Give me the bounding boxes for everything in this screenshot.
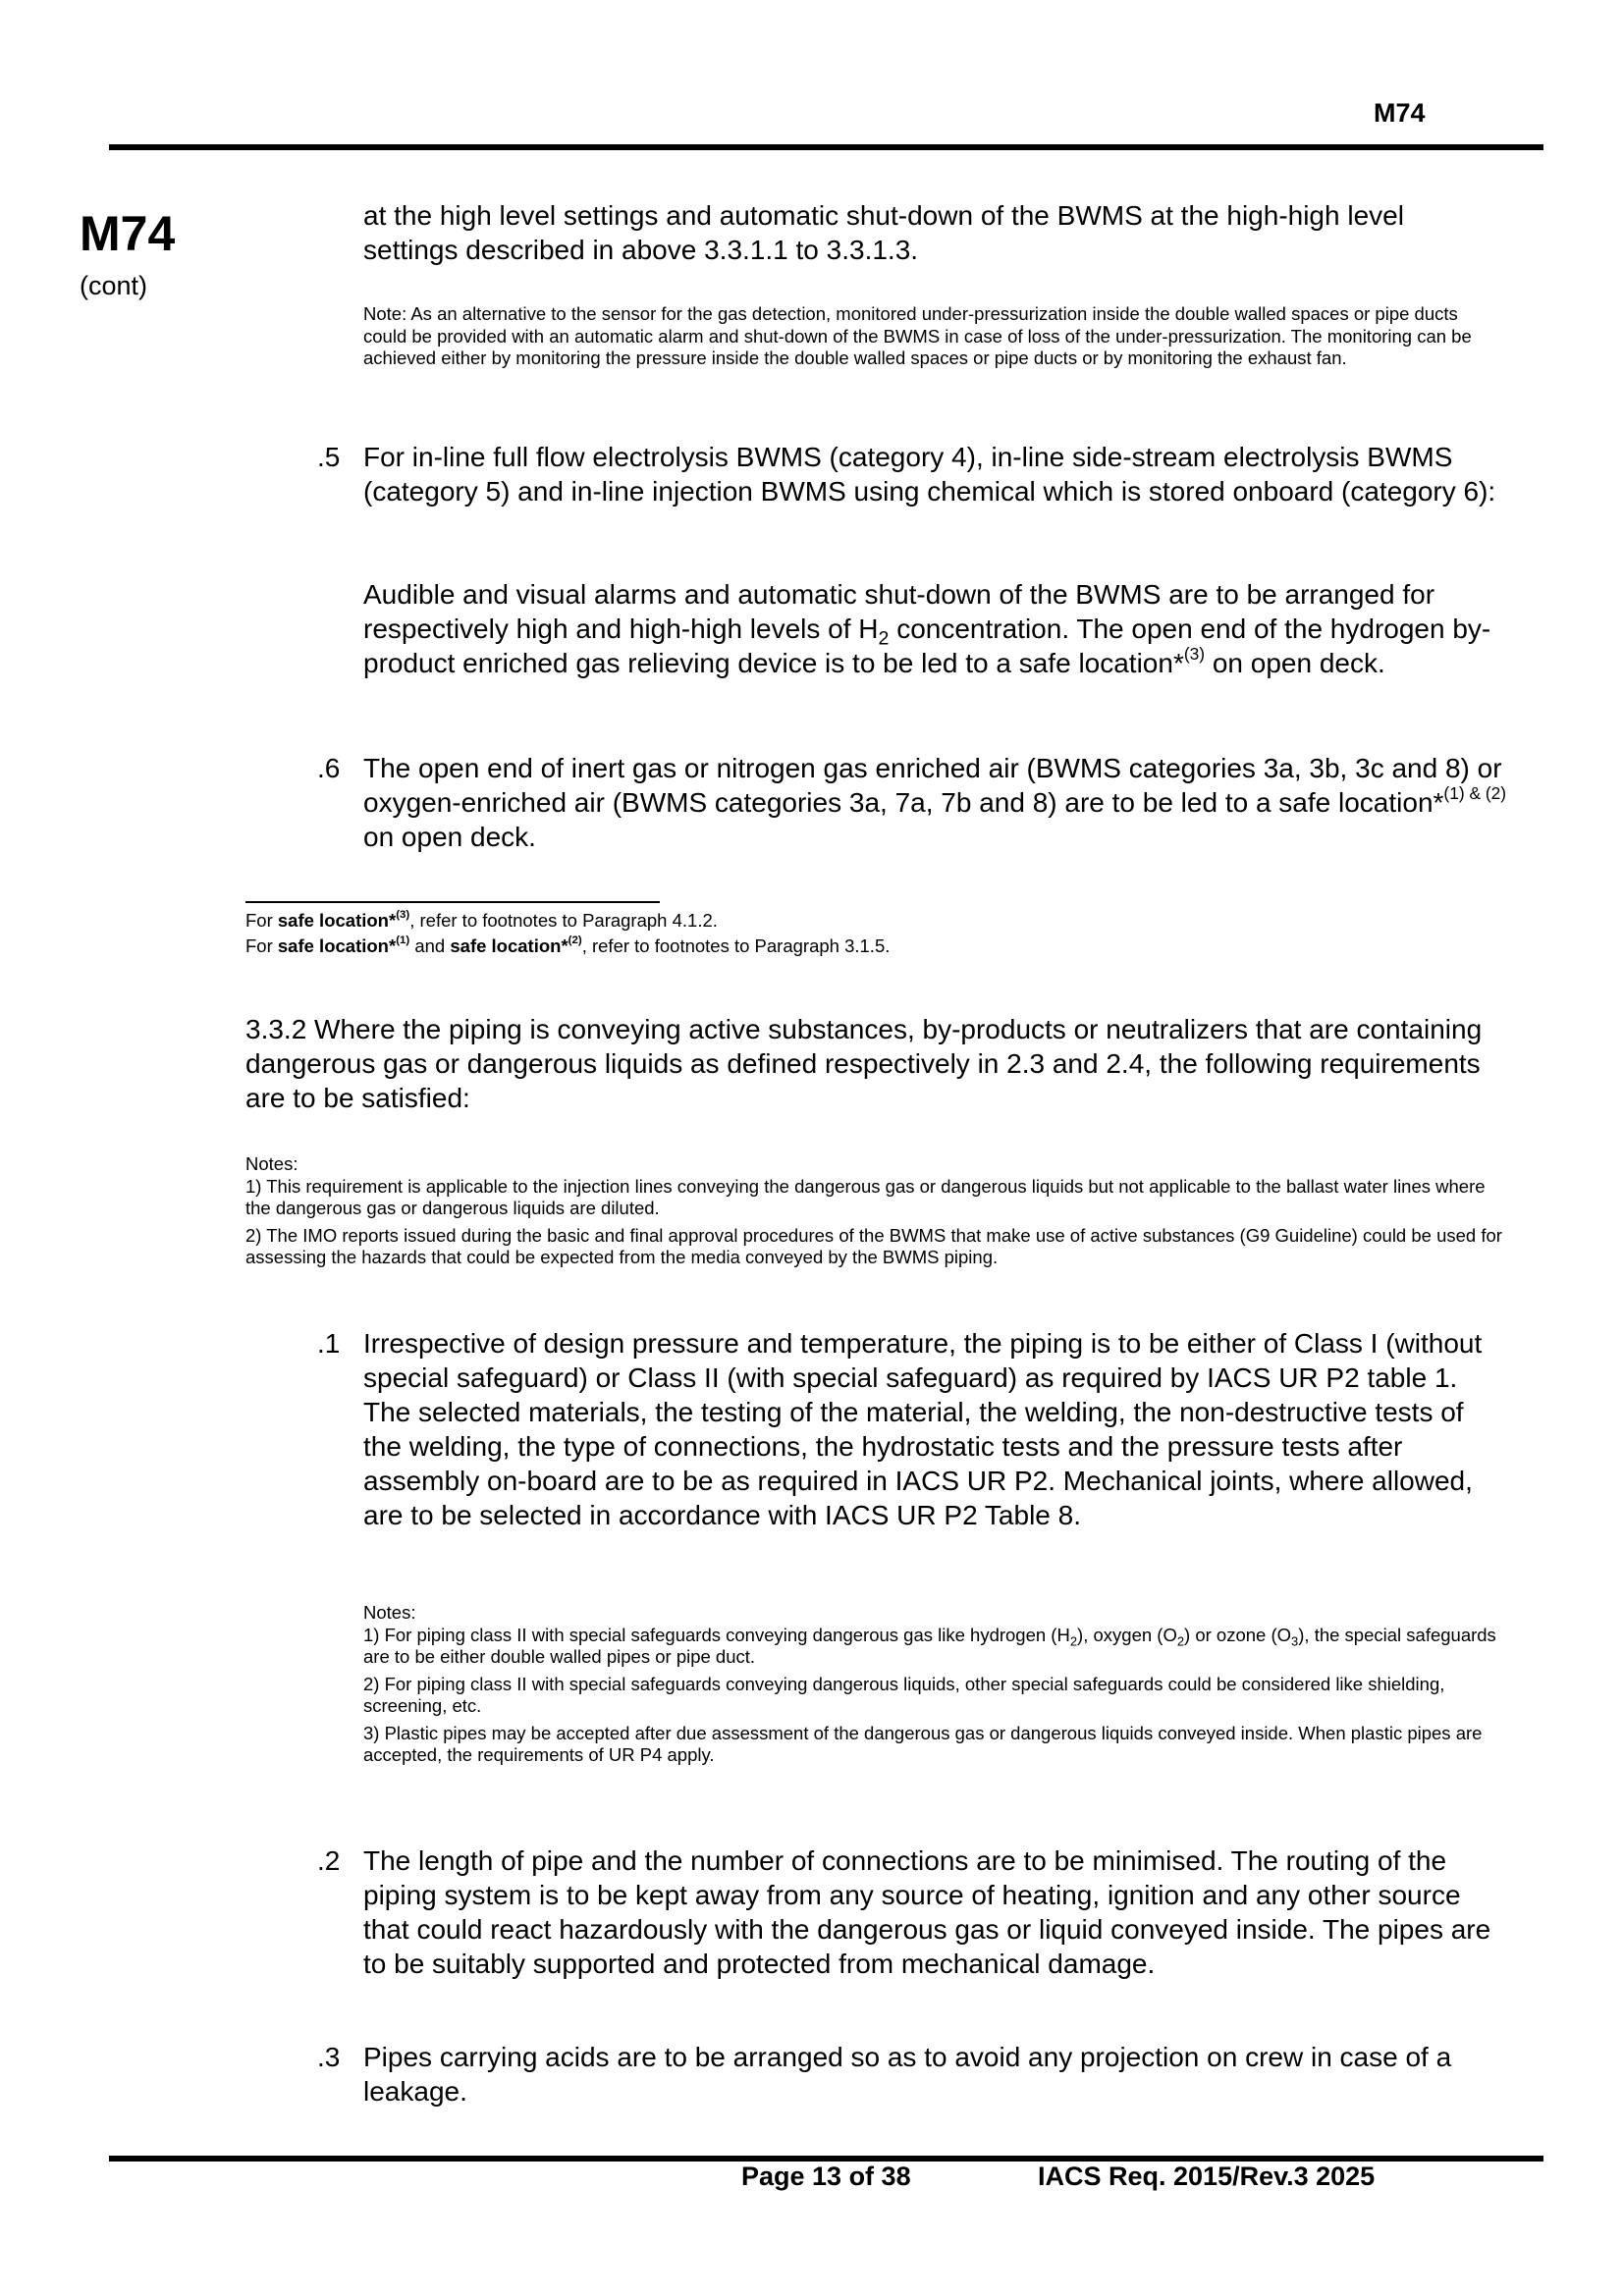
note-subscript: 2 — [1069, 1633, 1078, 1649]
item-6-part: The open end of inert gas or nitrogen gas enriched air (BWMS categories 3a, 3b, 3c and 8) or oxygen-enriched air (BWMS categories 3a, 7a, 7b and 8) are to be led to a safe location* — [363, 753, 1502, 818]
note-1 — [363, 1625, 1502, 1669]
footnote-superscript: (3) — [396, 909, 410, 922]
note-subscript: 2 — [1176, 1633, 1185, 1649]
item-2-number: .2 — [317, 1845, 341, 1876]
footnote-term: safe location* — [277, 935, 397, 956]
item-5-paragraph-2 — [363, 577, 1517, 680]
footer-page-number: Page 13 of 38 — [741, 2162, 911, 2191]
item-5 — [317, 440, 1515, 508]
section-3-3-2: 3.3.2 Where the piping is conveying active substances, by-products or neutralizers that are containing dangerous gas or dangerous liquids as defined respectively in 2.3 and 2.4, the following requirements are to be satisfied: — [245, 1014, 1483, 1113]
item-1 — [317, 1326, 1515, 1532]
footnote-1 — [245, 910, 1424, 933]
section-3-3-2-notes — [245, 1153, 1502, 1274]
item-6-superscript: (1) & (2) — [1443, 783, 1507, 804]
note-2: 2) For piping class II with special safeguards conveying dangerous liquids, other special safeguards could be considered like shielding, screening, etc. — [363, 1673, 1445, 1716]
item-5-p2-part: Audible and visual alarms and automatic shut-down of the BWMS are to be arranged for respectively high and high-high levels of H — [363, 579, 1435, 644]
header-rule — [109, 144, 1543, 150]
item-6-number: .6 — [317, 753, 341, 783]
gas-detection-note: Note: As an alternative to the sensor for the gas detection, monitored under-pressurization inside the double walled spaces or pipe ducts could be provided with an automatic alarm and shut-down of the BWMS in case of loss of the under-pressurization. The monitoring can be achieved either by monitoring the pressure inside the double walled spaces or pipe ducts or by monitoring the exhaust fan. — [363, 303, 1472, 368]
item-6-part: on open deck. — [363, 822, 536, 852]
note-part: ) or ozone (O — [1184, 1624, 1292, 1645]
item-1-notes — [363, 1602, 1502, 1772]
footnote-term: safe location* — [277, 910, 397, 931]
item-1-text: Irrespective of design pressure and temperature, the piping is to be either of Class I (without special safeguard) or Class II (with special safeguard) as required by IACS UR P2 table 1. The selected materials, the testing of the material, the welding, the non-destructive tests of the welding, the type of connections, the hydrostatic tests and the pressure tests after assembly on-board are to be as required in IACS UR P2. Mechanical joints, where allowed, are to be selected in accordance with IACS UR P2 Table 8. — [363, 1328, 1483, 1530]
note-part: ), the special safeguards are to be either double walled pipes or pipe duct. — [363, 1624, 1496, 1667]
item-5-p2-superscript: (3) — [1183, 644, 1206, 665]
footnote-text: For — [245, 935, 278, 956]
intro-paragraph: at the high level settings and automatic shut-down of the BWMS at the high-high level settings described in above 3.3.1.1 to 3.3.1.3. — [363, 200, 1404, 265]
item-6-text — [363, 751, 1515, 854]
item-2 — [317, 1843, 1515, 1981]
item-5-number: .5 — [317, 442, 341, 472]
note-3: 3) Plastic pipes may be accepted after due assessment of the dangerous gas or dangerous liquids conveyed inside. When plastic pipes are accepted, the requirements of UR P4 apply. — [363, 1722, 1483, 1765]
note-part: ), oxygen (O — [1077, 1624, 1177, 1645]
note-part: 1) For piping class II with special safeguards conveying dangerous gas like hydrogen (H — [363, 1624, 1070, 1645]
item-3 — [317, 2040, 1515, 2109]
footnote-superscript: (2) — [568, 934, 582, 947]
footer-doc-reference: IACS Req. 2015/Rev.3 2025 — [1038, 2162, 1376, 2191]
item-3-text: Pipes carrying acids are to be arranged so as to avoid any projection on crew in case of a leakage. — [363, 2042, 1452, 2107]
footnote-text: , refer to footnotes to Paragraph 4.1.2. — [409, 910, 718, 931]
item-5-text: For in-line full flow electrolysis BWMS (category 4), in-line side-stream electrolysis BWMS (category 5) and in-line injection BWMS using chemical which is stored onboard (category 6): — [363, 442, 1496, 507]
note-1: 1) This requirement is applicable to the injection lines conveying the dangerous gas or dangerous liquids but not applicable to the ballast water lines where the dangerous gas or dangerous liquids are diluted. — [245, 1175, 1486, 1218]
note-2: 2) The IMO reports issued during the basic and final approval procedures of the BWMS that make use of active substances (G9 Guideline) could be used for assessing the hazards that could be expected from the media conveyed by the BWMS piping. — [245, 1224, 1502, 1267]
item-3-number: .3 — [317, 2042, 341, 2072]
item-1-number: .1 — [317, 1328, 341, 1359]
item-5-p2-part: on open deck. — [1205, 648, 1385, 678]
footnote-text: , refer to footnotes to Paragraph 3.1.5. — [581, 935, 891, 956]
item-6 — [317, 751, 1515, 854]
header-doc-code: M74 — [1374, 98, 1426, 128]
note-subscript: 3 — [1291, 1633, 1299, 1649]
footnote-text: For — [245, 910, 278, 931]
footnote-term: safe location* — [450, 935, 568, 956]
side-doc-code: M74 — [80, 206, 176, 261]
item-5-p2-part: concentration. The open end of the hydrogen by-product enriched gas relieving device is to be led to a safe location* — [363, 614, 1491, 678]
footnote-text: and — [409, 935, 451, 956]
item-5-p2-subscript: 2 — [878, 627, 890, 650]
notes-title: Notes: — [245, 1153, 298, 1174]
side-cont-label: (cont) — [80, 271, 148, 300]
footnote-2 — [245, 935, 1424, 958]
item-2-text: The length of pipe and the number of connections are to be minimised. The routing of the piping system is to be kept away from any source of heating, ignition and any other source that could react hazardously with the dangerous gas or liquid conveyed inside. The pipes are to be suitably supported and protected from mechanical damage. — [363, 1845, 1491, 1979]
notes-title: Notes: — [363, 1602, 416, 1623]
footnote-rule — [245, 901, 660, 903]
footnote-superscript: (1) — [396, 934, 410, 947]
